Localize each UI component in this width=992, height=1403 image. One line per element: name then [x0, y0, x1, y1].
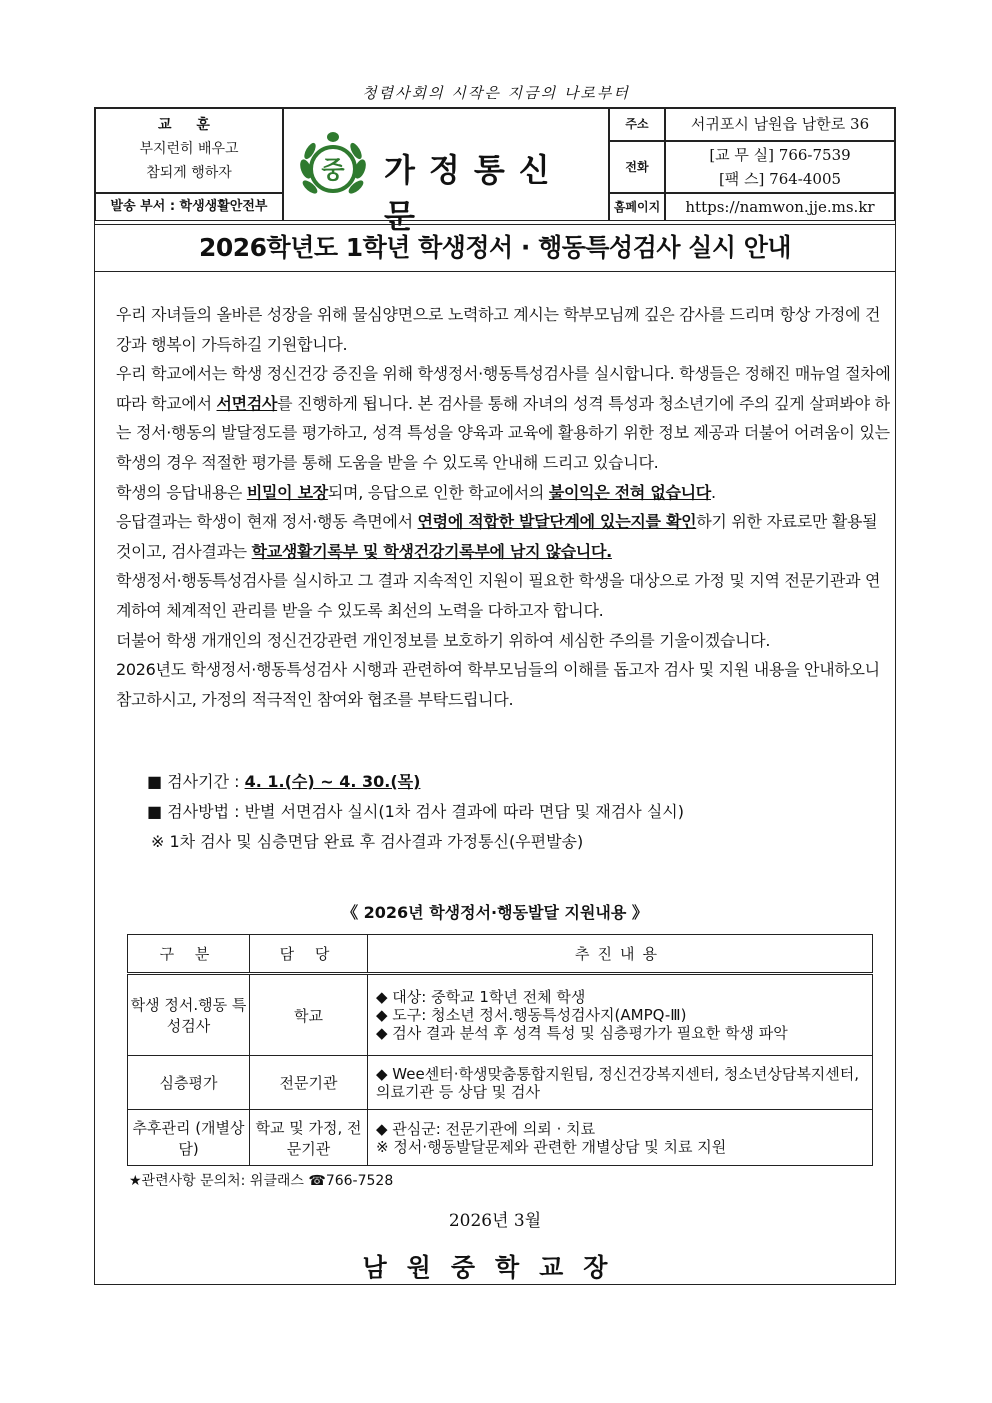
no-disadvantage-emphasis: 불이익은 전혀 없습니다 [548, 482, 711, 502]
school-motto-line2: 참되게 행하자 [146, 165, 232, 181]
paragraph-results-use: 응답결과는 학생이 현재 정서·행동 측면에서 연령에 적합한 발달단계에 있는지를 확인하기 위한 자료로만 활용될 것이고, 검사결과는 학교생활기록부 및 학생건강기록부에 남지 않습니다. [116, 512, 878, 561]
support-table-header [128, 935, 873, 974]
contact-info: ★관련사항 문의처: 위클래스 ☎766-7528 [129, 1173, 394, 1189]
row-category: 심층평가 [128, 1056, 250, 1110]
row-content: ◆ Wee센터·학생맞춤통합지원팀, 정신건강복지센터, 청소년상담복지센터, 의료기관 등 상담 및 검사 [368, 1056, 873, 1110]
school-motto-line1: 부지런히 배우고 [139, 141, 239, 157]
phone-values [665, 141, 895, 193]
row-owner: 학교 [250, 974, 368, 1056]
table-row [128, 1056, 873, 1110]
test-method: ■ 검사방법 : 반별 서면검사 실시(1차 검사 결과에 따라 면담 및 재검사 실시) [147, 802, 684, 821]
homepage-label: 홈페이지 [609, 193, 665, 221]
col-content: 추진내용 [368, 935, 873, 974]
header [95, 108, 895, 235]
school-motto [95, 108, 283, 193]
address-label: 주소 [609, 108, 665, 141]
principal-signature: 남원중학교장 [362, 1253, 628, 1282]
not-recorded-emphasis: 학교생활기록부 및 학생건강기록부에 남지 않습니다. [251, 541, 612, 561]
row-owner: 전문기관 [250, 1056, 368, 1110]
col-category: 구 분 [128, 935, 250, 974]
issue-date: 2026년 3월 [448, 1211, 542, 1231]
row-category: 추후관리 (개별상담) [128, 1110, 250, 1166]
paragraph-purpose: 우리 학교에서는 학생 정신건강 증진을 위해 학생정서·행동특성검사를 실시합니다. 학생들은 정해진 매뉴얼 절차에 따라 학교에서 서면검사를 진행하게 됩니다. 본 검사를 통해 자녀의 성격 특성과 청소년기에 주의 깊게 살펴봐야 하는 정서·행동의 발달정도를 평가하고, 성격 특성을 양육과 교육에 활용하기 위한 정보 제공과 더불어 어려움이 있는 학생의 경우 적절한 평가를 통해 도움을 받을 수 있도록 안내해 드리고 있습니다. [116, 364, 891, 472]
row-owner: 학교 및 가정, 전문기관 [250, 1110, 368, 1166]
svg-text:중: 중 [321, 156, 345, 184]
letter-body [116, 300, 891, 714]
row-category: 학생 정서.행동 특성검사 [128, 974, 250, 1056]
document-title: 2026학년도 1학년 학생정서 · 행동특성검사 실시 안내 [95, 224, 895, 272]
title-area [283, 108, 609, 235]
table-row [128, 974, 873, 1056]
integrity-motto: 청렴사회의 시작은 지금의 나로부터 [362, 84, 630, 102]
phone-label: 전화 [609, 141, 665, 193]
row-content: ◆ 대상: 중학교 1학년 전체 학생 ◆ 도구: 청소년 정서.행동특성검사지(AMPQ-Ⅲ) ◆ 검사 결과 분석 후 성격 특성 및 심층평가가 필요한 학생 파악 [368, 974, 873, 1056]
school-emblem-icon [298, 129, 368, 203]
support-table [127, 934, 873, 1166]
age-appropriate-emphasis: 연령에 적합한 발달단계에 있는지를 확인 [417, 512, 697, 532]
paragraph-closing: 2026년도 학생정서·행동특성검사 시행과 관련하여 학부모님들의 이해를 돕고자 검사 및 지원 내용을 안내하오니 참고하시고, 가정의 적극적인 참여와 협조를 부탁드립니다. [116, 660, 880, 709]
test-note: ※ 1차 검사 및 심층면담 완료 후 검사결과 가정통신(우편발송) [151, 832, 584, 851]
newsletter-frame [94, 107, 896, 1285]
address-value: 서귀포시 남원읍 남한로 36 [665, 108, 895, 141]
paragraph-greeting: 우리 자녀들의 올바른 성장을 위해 물심양면으로 노력하고 계시는 학부모님께 깊은 감사를 드리며 항상 가정에 건강과 행복이 가득하길 기원합니다. [116, 305, 881, 354]
homepage-link[interactable]: https://namwon.jje.ms.kr [665, 193, 895, 221]
paper-test-emphasis: 서면검사 [216, 393, 278, 413]
phone-office: [교 무 실] 766-7539 [709, 146, 851, 164]
confidential-emphasis: 비밀이 보장 [246, 482, 328, 502]
test-info-list [147, 767, 684, 857]
paragraph-confidentiality: 학생의 응답내용은 비밀이 보장되며, 응답으로 인한 학교에서의 불이익은 전혀 없습니다. [116, 482, 716, 502]
paragraph-support: 학생정서·행동특성검사를 실시하고 그 결과 지속적인 지원이 필요한 학생을 대상으로 가정 및 지역 전문기관과 연계하여 체계적인 관리를 받을 수 있도록 최선의 노력을 다하고자 합니다. [116, 571, 881, 620]
sending-dept: 발송 부서 : 학생생활안전부 [95, 193, 283, 221]
support-table-title: 《 2026년 학생정서·행동발달 지원내용 》 [342, 903, 648, 922]
test-period-value: 4. 1.(수) ~ 4. 30.(목) [244, 772, 421, 791]
newsletter-title: 가정통신문 [384, 151, 564, 235]
row-content: ◆ 관심군: 전문기관에 의뢰 · 치료 ※ 정서·행동발달문제와 관련한 개별상담 및 치료 지원 [368, 1110, 873, 1166]
paragraph-privacy: 더불어 학생 개개인의 정신건강관련 개인정보를 보호하기 위하여 세심한 주의를 기울이겠습니다. [116, 630, 771, 650]
col-owner: 담 당 [250, 935, 368, 974]
phone-fax: [팩 스] 764-4005 [718, 170, 842, 188]
table-row [128, 1110, 873, 1166]
test-period: ■ 검사기간 : 4. 1.(수) ~ 4. 30.(목) [147, 772, 421, 791]
school-motto-title: 교 훈 [158, 117, 220, 133]
